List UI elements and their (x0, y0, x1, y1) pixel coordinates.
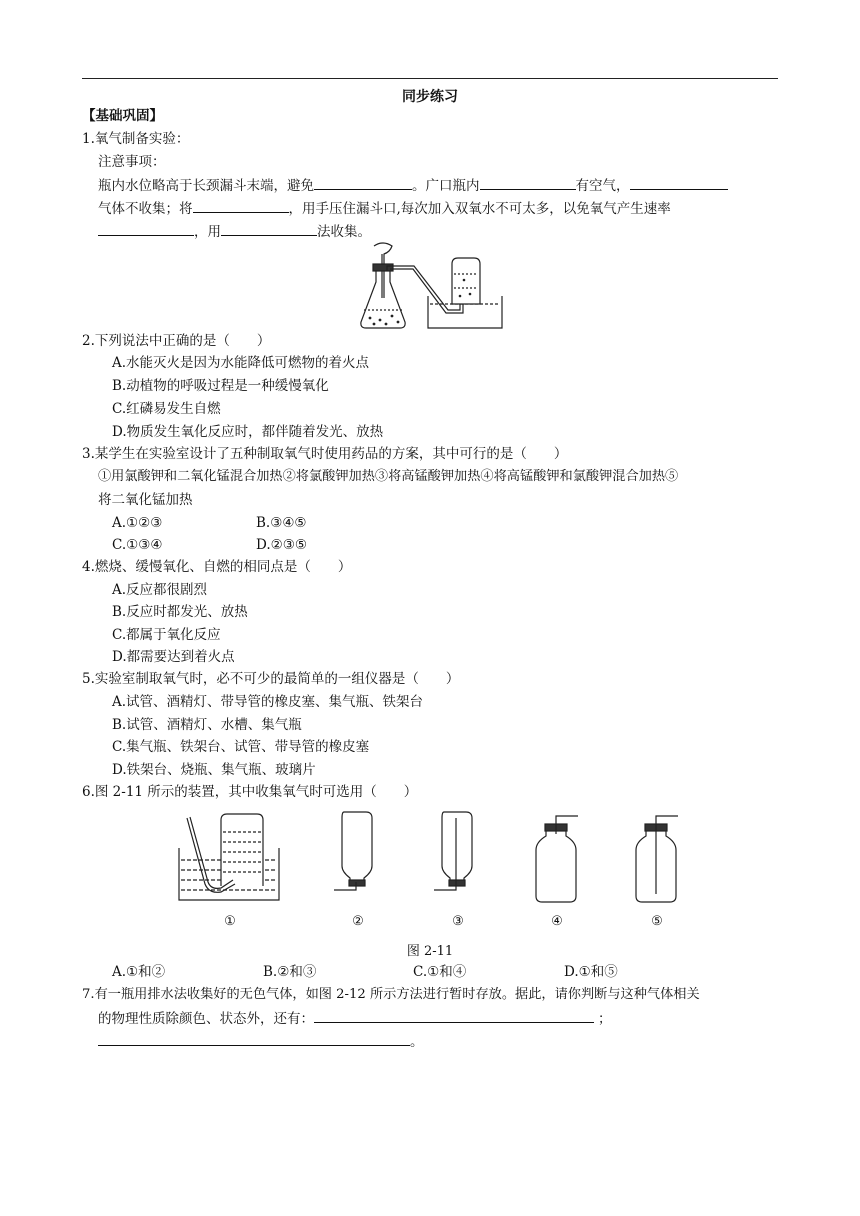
q6-option-c[interactable]: C.①和④ (413, 964, 467, 980)
q1-note-label: 注意事项： (98, 154, 166, 170)
figure-label-2: ② (352, 914, 364, 929)
q1-text-6: ，用 (194, 224, 221, 240)
q1-text-3: 有空气， (575, 178, 630, 194)
q4-option-d[interactable]: D.都需要达到着火点 (112, 649, 235, 665)
q6-option-b[interactable]: B.②和③ (263, 964, 317, 980)
header-rule (82, 78, 778, 79)
q5-option-a[interactable]: A.试管、酒精灯、带导管的橡皮塞、集气瓶、铁架台 (112, 694, 424, 710)
q3-line2: 将二氧化锰加热 (98, 492, 193, 508)
figure-apparatus-2 (332, 808, 382, 894)
q7-line3 (98, 1031, 424, 1052)
figure-apparatus-4 (528, 812, 584, 904)
section-heading: 【基础巩固】 (82, 108, 163, 124)
q3-option-d[interactable]: D.②③⑤ (256, 537, 307, 553)
figure-label-4: ④ (551, 914, 563, 929)
q5-option-c[interactable]: C.集气瓶、铁架台、试管、带导管的橡皮塞 (112, 739, 370, 755)
q1-text-4: 气体不收集；将 (98, 201, 193, 217)
q5-option-b[interactable]: B.试管、酒精灯、水槽、集气瓶 (112, 717, 302, 733)
q5-stem: 5.实验室制取氧气时，必不可少的最简单的一组仪器是（ ） (82, 671, 460, 687)
oxygen-apparatus-figure (356, 238, 506, 334)
figure-apparatus-5 (628, 812, 684, 904)
q4-stem: 4.燃烧、缓慢氧化、自燃的相同点是（ ） (82, 559, 352, 575)
figure-label-5: ⑤ (651, 914, 663, 929)
q1-line2 (98, 198, 671, 219)
q2-option-a[interactable]: A.水能灭火是因为水能降低可燃物的着火点 (112, 355, 370, 371)
q6-option-a[interactable]: A.①和② (112, 964, 166, 980)
q3-line1: ①用氯酸钾和二氧化锰混合加热②将氯酸钾加热③将高锰酸钾加热④将高锰酸钾和氯酸钾混合加热⑤ (98, 469, 679, 484)
q1-blank-2[interactable] (480, 175, 576, 190)
q7-text-1: 的物理性质除颜色、状态外，还有： (98, 1011, 314, 1027)
figure-caption: 图 2-11 (406, 944, 454, 959)
q2-stem: 2.下列说法中正确的是（ ） (82, 333, 271, 349)
q3-option-b[interactable]: B.③④⑤ (256, 515, 307, 531)
q6-option-d[interactable]: D.①和⑤ (564, 964, 618, 980)
figure-label-3: ③ (452, 914, 464, 929)
q4-option-c[interactable]: C.都属于氧化反应 (112, 627, 221, 643)
q1-text-7: 法收集。 (317, 224, 371, 240)
q1-text-1: 瓶内水位略高于长颈漏斗末端，避免 (98, 178, 314, 194)
figure-apparatus-3 (432, 808, 482, 894)
q1-line3 (98, 221, 371, 242)
q1-stem: 1.氧气制备实验： (82, 131, 190, 147)
q1-blank-4[interactable] (193, 198, 289, 213)
figure-apparatus-1 (175, 808, 285, 908)
q2-option-d[interactable]: D.物质发生氧化反应时，都伴随着发光、放热 (112, 424, 384, 440)
q7-period: 。 (410, 1034, 424, 1050)
q4-option-a[interactable]: A.反应都很剧烈 (112, 582, 208, 598)
q6-stem: 6.图 2-11 所示的装置，其中收集氧气时可选用（ ） (82, 784, 418, 800)
q7-semicolon: ； (598, 1011, 612, 1027)
q7-blank-1[interactable] (314, 1008, 594, 1023)
q1-line1 (98, 175, 728, 196)
q1-blank-3[interactable] (630, 175, 728, 190)
q1-blank-5[interactable] (98, 221, 194, 236)
q7-line2 (98, 1008, 612, 1029)
q1-text-5: ，用手压住漏斗口,每次加入双氧水不可太多，以免氧气产生速率 (288, 201, 671, 217)
q1-blank-6[interactable] (221, 221, 317, 236)
q2-option-c[interactable]: C.红磷易发生自燃 (112, 401, 221, 417)
figure-label-1: ① (224, 914, 236, 929)
q4-option-b[interactable]: B.反应时都发光、放热 (112, 604, 248, 620)
q3-option-a[interactable]: A.①②③ (112, 515, 163, 531)
q1-blank-1[interactable] (314, 175, 412, 190)
page-title: 同步练习 (402, 89, 458, 105)
q3-option-c[interactable]: C.①③④ (112, 537, 163, 553)
q2-option-b[interactable]: B.动植物的呼吸过程是一种缓慢氧化 (112, 378, 329, 394)
q7-line1: 7.有一瓶用排水法收集好的无色气体，如图 2-12 所示方法进行暂时存放。据此，请你判断与这种气体相关 (82, 987, 700, 1002)
q5-option-d[interactable]: D.铁架台、烧瓶、集气瓶、玻璃片 (112, 762, 316, 778)
q3-stem: 3.某学生在实验室设计了五种制取氧气时使用药品的方案，其中可行的是（ ） (82, 446, 568, 462)
q1-text-2: 。广口瓶内 (412, 178, 480, 194)
q7-blank-2[interactable] (98, 1031, 410, 1046)
